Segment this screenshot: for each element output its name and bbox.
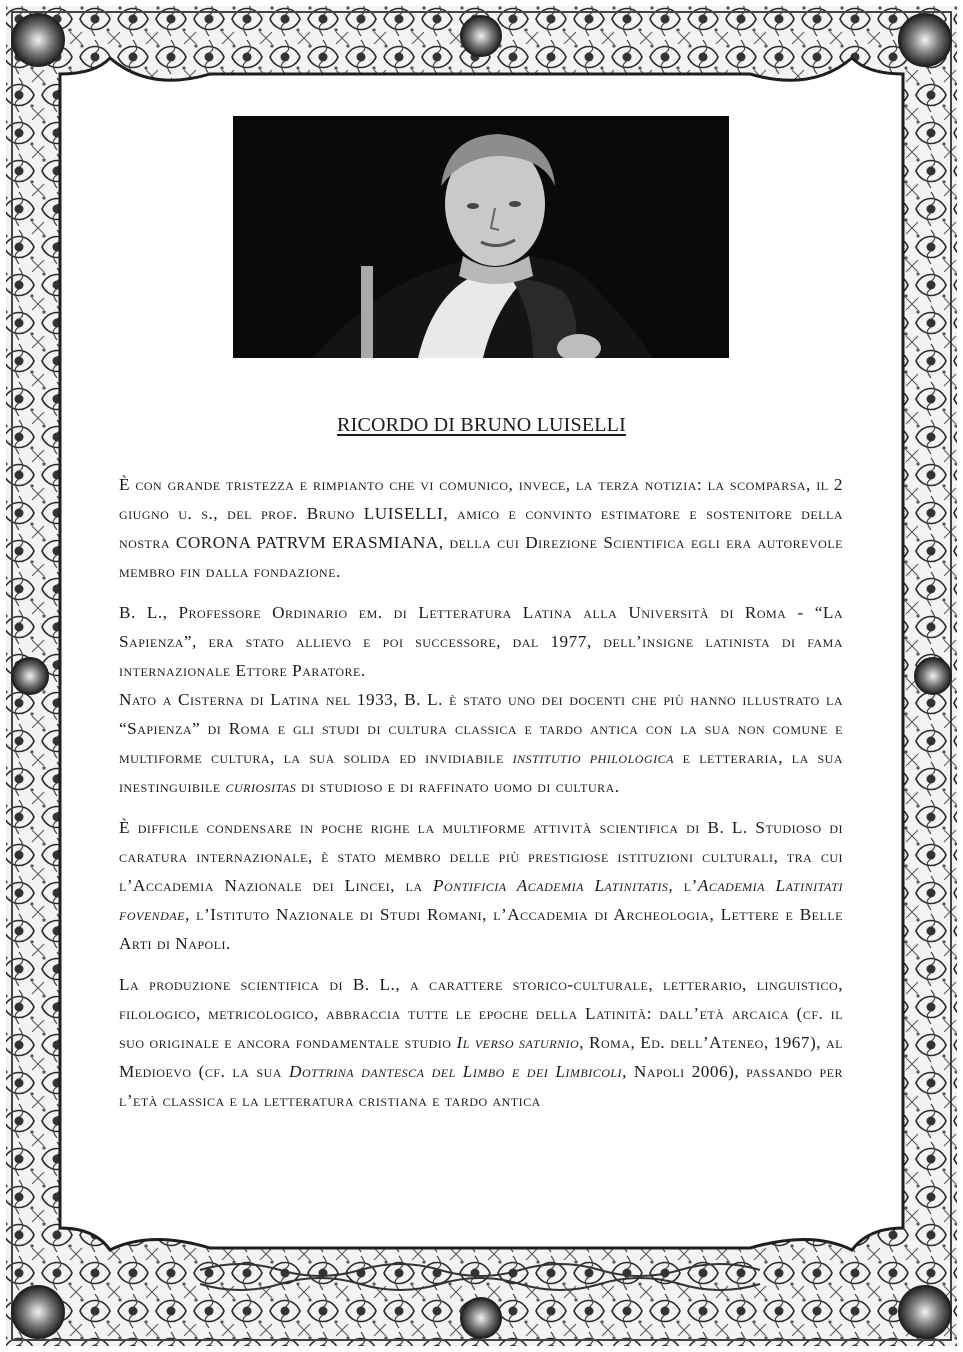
p5-italic-dottrina: Dottrina dantesca del Limbo e dei Limbicoli [289,1062,623,1081]
p3-text-e: di studioso e di raffinato uomo di cultura. [296,777,620,796]
p5-italic-verso-saturnio: Il verso saturnio [456,1033,580,1052]
p1-surname: LUISELLI [363,504,444,523]
p5-text-c: , Roma, Ed. dell’Ateneo, 1967), al Medioevo (cf. la sua [119,1033,844,1081]
p1-text-e: , della cui Direzione Scientifica egli era autorevole membro fin dalla fondazione. [119,533,843,581]
p4-text-c: l’ [673,876,698,895]
p1-text-c: , amico e convinto estimatore e sostenitore della nostra [119,504,843,552]
p5-text-e: , Napoli 2006), passando per l’età classica e la letteratura cristiana e tardo antica [119,1062,843,1110]
paragraph-3 [119,685,843,801]
paragraph-5 [119,970,843,1115]
paragraph-2: B. L., Professore Ordinario em. di Letteratura Latina alla Università di Roma - “La Sapienza”, era stato allievo e poi successore, dal 1977, dell’insigne latinista di fama internazionale Ettore Paratore. [119,603,843,680]
p3-text-a: Nato a Cisterna di Latina nel 1933, B. L. è stato uno dei docenti che più hanno illustrato la “Sapienza” di Roma e gli studi di cultura classica e tardo antica con la sua non comune e multiforme cultura, la sua solida ed invidiabile [119,690,843,767]
p4-italic-academia: Academia Latinitati fovendae, [119,876,843,924]
p3-text-c: e letteraria, la sua inestinguibile [119,748,844,796]
paragraph-4 [119,813,843,958]
paragraph-1 [119,470,843,586]
p3-italic-curiositas: curiositas [225,777,297,796]
p4-text-e: l’Istituto Nazionale di Studi Romani, l’Accademia di Archeologia, Lettere e Belle Arti di Napoli. [119,905,843,953]
p4-text-a: È difficile condensare in poche righe la multiforme attività scientifica di B. L. Studioso di caratura internazionale, è stato membro delle più prestigiose istituzioni culturali, tra cui l’Accademia Nazionale dei Lincei, la [119,818,844,895]
portrait-photo [233,116,729,358]
page-title: RICORDO DI BRUNO LUISELLI [337,414,626,436]
p3-italic-institutio: institutio philologica [512,748,674,767]
p1-text-a: È con grande tristezza e rimpianto che vi comunico, invece, la terza notizia: la scomparsa, il 2 giugno u. s., del prof. Bruno [119,475,843,523]
p4-italic-pontificia: Pontificia Academia Latinitatis, [433,876,674,895]
p1-corona-name: CORONA PATRVM ERASMIANA [175,533,439,552]
document-body [119,470,843,1115]
p5-text-a: La produzione scientifica di B. L., a carattere storico-culturale, letterario, linguistico, filologico, metricologico, abbraccia tutte le epoche della Latinità: dall’età arcaica (cf. il suo originale e ancora fondamentale studio [119,975,843,1052]
